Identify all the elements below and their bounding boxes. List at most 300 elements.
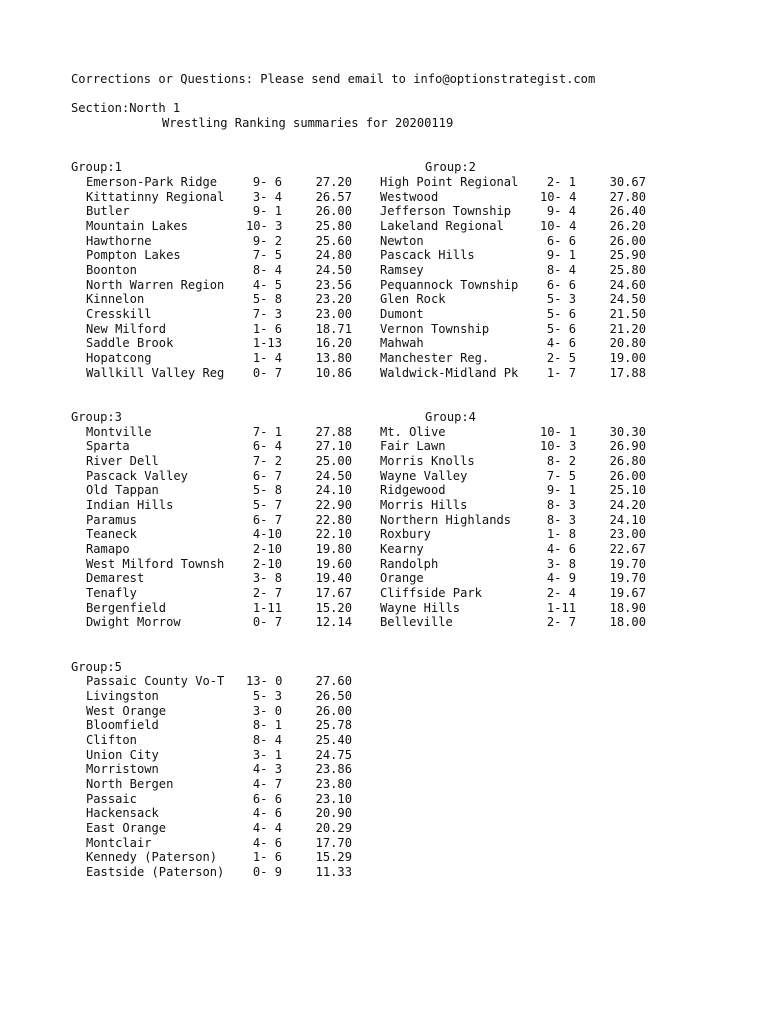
group-4 [380,410,689,630]
team-name: Kinnelon [86,292,145,307]
team-name: East Orange [86,821,167,836]
ranking-score: 19.80 [315,542,352,557]
team-name: River Dell [86,453,159,468]
team-name: Teaneck [86,527,137,542]
win-loss-record: 1- 7 [546,365,576,380]
win-loss-record: 1- 4 [252,351,282,366]
win-loss-record: 1-11 [546,600,576,615]
win-loss-record: 4- 7 [252,777,282,792]
win-loss-record: 4- 6 [546,542,576,557]
ranking-row [71,836,380,851]
team-name: Jefferson Township [380,204,512,219]
ranking-score: 19.67 [609,586,646,601]
ranking-row [71,307,380,322]
win-loss-record: 13- 0 [246,674,283,689]
win-loss-record: 9- 1 [546,248,576,263]
ranking-row [380,292,689,307]
ranking-row [380,469,689,484]
team-name: Indian Hills [86,497,174,512]
team-name: Pascack Valley [86,468,188,483]
ranking-score: 20.29 [315,821,352,836]
ranking-row [71,292,380,307]
ranking-score: 16.20 [315,336,352,351]
ranking-score: 30.67 [609,174,646,189]
ranking-row [380,542,689,557]
win-loss-record: 4-10 [252,527,282,542]
ranking-row [71,483,380,498]
team-name: Old Tappan [86,483,159,498]
win-loss-record: 6- 7 [252,468,282,483]
ranking-score: 27.20 [315,174,352,189]
win-loss-record: 4- 6 [252,835,282,850]
ranking-score: 24.50 [315,468,352,483]
ranking-row [380,498,689,513]
ranking-score: 20.80 [609,336,646,351]
group-label: Group:2 [425,160,476,175]
group-pair-1-2 [71,160,689,380]
team-name: Demarest [86,571,145,586]
ranking-score: 23.10 [315,791,352,806]
ranking-row [71,601,380,616]
team-name: Cresskill [86,307,152,322]
ranking-row [71,586,380,601]
spacer [71,131,689,160]
ranking-score: 24.10 [609,512,646,527]
ranking-score: 19.60 [315,556,352,571]
ranking-score: 25.80 [315,218,352,233]
ranking-row [380,615,689,630]
team-name: Mt. Olive [380,424,446,439]
ranking-score: 25.78 [315,718,352,733]
team-name: North Bergen [86,777,174,792]
win-loss-record: 8- 2 [546,453,576,468]
ranking-score: 17.88 [609,365,646,380]
ranking-row [380,278,689,293]
ranking-score: 24.50 [609,292,646,307]
team-name: Wallkill Valley Reg [86,365,225,380]
ranking-score: 15.20 [315,600,352,615]
ranking-score: 24.60 [609,277,646,292]
ranking-score: 27.80 [609,189,646,204]
win-loss-record: 2- 7 [252,586,282,601]
team-name: Livingston [86,688,159,703]
group-label: Group:1 [71,160,122,175]
team-name: North Warren Region [86,277,225,292]
ranking-score: 23.56 [315,277,352,292]
ranking-row [380,454,689,469]
win-loss-record: 6- 4 [252,439,282,454]
ranking-row [71,439,380,454]
ranking-row [71,219,380,234]
ranking-score: 24.75 [315,747,352,762]
ranking-score: 27.10 [315,439,352,454]
ranking-row [71,322,380,337]
win-loss-record: 3- 4 [252,189,282,204]
team-name: Mountain Lakes [86,218,188,233]
team-name: Montville [86,424,152,439]
ranking-score: 25.60 [315,233,352,248]
ranking-row [71,469,380,484]
ranking-score: 26.00 [315,703,352,718]
win-loss-record: 10- 1 [540,424,577,439]
ranking-score: 10.86 [315,365,352,380]
ranking-row [71,263,380,278]
win-loss-record: 0- 9 [252,865,282,880]
win-loss-record: 6- 6 [546,277,576,292]
team-name: Butler [86,204,130,219]
ranking-score: 25.00 [315,453,352,468]
ranking-score: 24.10 [315,483,352,498]
ranking-row [380,263,689,278]
ranking-row [71,806,380,821]
ranking-score: 18.00 [609,615,646,630]
report-title: Wrestling Ranking summaries for 20200119 [162,116,454,131]
group-5 [71,660,380,880]
win-loss-record: 10- 3 [540,439,577,454]
ranking-score: 22.90 [315,497,352,512]
group-label: Group:5 [71,659,122,674]
team-name: Montclair [86,835,152,850]
ranking-row [71,762,380,777]
ranking-row [71,175,380,190]
team-name: Pascack Hills [380,248,475,263]
win-loss-record: 5- 3 [252,688,282,703]
win-loss-record: 5- 6 [546,321,576,336]
win-loss-record: 1- 6 [252,850,282,865]
win-loss-record: 2- 5 [546,351,576,366]
win-loss-record: 7- 1 [252,424,282,439]
team-name: Sparta [86,439,130,454]
team-name: Ridgewood [380,483,446,498]
team-name: Ramapo [86,542,130,557]
team-name: Dumont [380,307,424,322]
win-loss-record: 3- 8 [252,571,282,586]
ranking-score: 26.90 [609,439,646,454]
contact-line: Corrections or Questions: Please send email to info@optionstrategist.com [71,72,596,86]
ranking-score: 26.00 [609,468,646,483]
win-loss-record: 5- 7 [252,497,282,512]
win-loss-record: 6- 6 [546,233,576,248]
ranking-score: 25.40 [315,732,352,747]
team-name: Pequannock Township [380,277,519,292]
ranking-row [71,557,380,572]
team-name: Bloomfield [86,718,159,733]
win-loss-record: 5- 6 [546,307,576,322]
ranking-row [71,689,380,704]
ranking-score: 15.29 [315,850,352,865]
ranking-score: 12.14 [315,615,352,630]
report [71,72,689,880]
team-name: Newton [380,233,424,248]
ranking-row [71,865,380,880]
group-2 [380,160,689,380]
win-loss-record: 9- 4 [546,204,576,219]
win-loss-record: 3- 0 [252,703,282,718]
ranking-row [380,351,689,366]
ranking-row [71,850,380,865]
group-1 [71,160,380,380]
win-loss-record: 4- 9 [546,571,576,586]
ranking-row [380,190,689,205]
team-name: Hawthorne [86,233,152,248]
group-label: Group:3 [71,409,122,424]
ranking-row [380,307,689,322]
ranking-row [380,366,689,381]
group-pair-3-4 [71,410,689,630]
win-loss-record: 8- 4 [252,732,282,747]
ranking-score: 25.90 [609,248,646,263]
ranking-row [71,425,380,440]
team-name: Manchester Reg. [380,351,490,366]
win-loss-record: 4- 4 [252,821,282,836]
win-loss-record: 9- 6 [252,174,282,189]
team-name: West Milford Townsh [86,556,225,571]
ranking-row [380,527,689,542]
team-name: Waldwick-Midland Pk [380,365,519,380]
ranking-row [71,351,380,366]
ranking-score: 17.70 [315,835,352,850]
ranking-row [380,513,689,528]
ranking-score: 26.00 [315,204,352,219]
ranking-row [71,821,380,836]
win-loss-record: 10- 3 [246,218,283,233]
win-loss-record: 1-13 [252,336,282,351]
team-name: Belleville [380,615,453,630]
win-loss-record: 7- 5 [546,468,576,483]
ranking-score: 26.20 [609,218,646,233]
ranking-row [71,204,380,219]
ranking-row [380,439,689,454]
team-name: Eastside (Paterson) [86,865,225,880]
ranking-row [71,336,380,351]
ranking-score: 19.70 [609,571,646,586]
ranking-row [71,190,380,205]
ranking-row [380,219,689,234]
team-name: Union City [86,747,159,762]
group-single-5 [71,660,689,880]
win-loss-record: 4- 5 [252,277,282,292]
win-loss-record: 6- 6 [252,791,282,806]
team-name: Hopatcong [86,351,152,366]
ranking-score: 24.80 [315,248,352,263]
ranking-row [71,527,380,542]
ranking-score: 25.10 [609,483,646,498]
team-name: Morris Hills [380,497,468,512]
win-loss-record: 5- 8 [252,483,282,498]
ranking-row [71,278,380,293]
team-name: High Point Regional [380,174,519,189]
ranking-score: 22.67 [609,542,646,557]
ranking-row [71,542,380,557]
ranking-score: 23.80 [315,777,352,792]
ranking-score: 21.20 [609,321,646,336]
ranking-row [71,454,380,469]
team-name: Mahwah [380,336,424,351]
ranking-score: 24.20 [609,497,646,512]
ranking-score: 25.80 [609,262,646,277]
group-3 [71,410,380,630]
ranking-score: 23.86 [315,762,352,777]
team-name: Clifton [86,732,137,747]
ranking-score: 18.90 [609,600,646,615]
team-name: Passaic [86,791,137,806]
ranking-score: 24.50 [315,262,352,277]
team-name: Boonton [86,262,137,277]
ranking-score: 27.60 [315,674,352,689]
ranking-score: 26.57 [315,189,352,204]
ranking-row [71,792,380,807]
team-name: Morris Knolls [380,453,475,468]
team-name: Morristown [86,762,159,777]
win-loss-record: 8- 3 [546,512,576,527]
ranking-row [71,733,380,748]
ranking-score: 30.30 [609,424,646,439]
win-loss-record: 4- 6 [252,806,282,821]
ranking-row [71,366,380,381]
ranking-row [71,248,380,263]
ranking-row [71,748,380,763]
ranking-row [71,718,380,733]
team-name: Fair Lawn [380,439,446,454]
ranking-row [71,615,380,630]
team-name: Glen Rock [380,292,446,307]
win-loss-record: 2-10 [252,542,282,557]
team-name: Kearny [380,542,424,557]
spacer [71,630,689,659]
team-name: New Milford [86,321,167,336]
team-name: Paramus [86,512,137,527]
ranking-row [380,175,689,190]
win-loss-record: 10- 4 [540,218,577,233]
ranking-score: 26.80 [609,453,646,468]
team-name: Pompton Lakes [86,248,181,263]
win-loss-record: 8- 4 [546,262,576,277]
ranking-score: 23.00 [315,307,352,322]
ranking-score: 18.71 [315,321,352,336]
team-name: West Orange [86,703,167,718]
win-loss-record: 10- 4 [540,189,577,204]
ranking-row [380,557,689,572]
win-loss-record: 1- 6 [252,321,282,336]
team-name: Saddle Brook [86,336,174,351]
ranking-row [380,571,689,586]
team-name: Northern Highlands [380,512,512,527]
ranking-row [380,336,689,351]
team-name: Kennedy (Paterson) [86,850,218,865]
win-loss-record: 5- 8 [252,292,282,307]
win-loss-record: 2- 1 [546,174,576,189]
ranking-score: 11.33 [315,865,352,880]
section-line: Section:North 1 [71,101,181,116]
win-loss-record: 0- 7 [252,615,282,630]
win-loss-record: 1- 8 [546,527,576,542]
win-loss-record: 4- 3 [252,762,282,777]
ranking-row [380,234,689,249]
win-loss-record: 8- 3 [546,497,576,512]
ranking-score: 22.80 [315,512,352,527]
team-name: Emerson-Park Ridge [86,174,218,189]
ranking-score: 20.90 [315,806,352,821]
ranking-row [71,513,380,528]
team-name: Ramsey [380,262,424,277]
group-label: Group:4 [425,409,476,424]
team-name: Westwood [380,189,439,204]
win-loss-record: 3- 1 [252,747,282,762]
team-name: Tenafly [86,586,137,601]
spacer [71,380,689,409]
team-name: Vernon Township [380,321,490,336]
ranking-score: 22.10 [315,527,352,542]
ranking-score: 13.80 [315,351,352,366]
ranking-row [380,204,689,219]
ranking-row [71,777,380,792]
ranking-row [380,586,689,601]
win-loss-record: 7- 3 [252,307,282,322]
team-name: Wayne Valley [380,468,468,483]
ranking-row [71,498,380,513]
team-name: Orange [380,571,424,586]
win-loss-record: 2- 4 [546,586,576,601]
ranking-score: 17.67 [315,586,352,601]
ranking-row [71,571,380,586]
ranking-score: 21.50 [609,307,646,322]
ranking-score: 26.40 [609,204,646,219]
win-loss-record: 2- 7 [546,615,576,630]
team-name: Randolph [380,556,439,571]
ranking-score: 26.50 [315,688,352,703]
ranking-score: 27.88 [315,424,352,439]
ranking-row [380,601,689,616]
win-loss-record: 0- 7 [252,365,282,380]
win-loss-record: 4- 6 [546,336,576,351]
ranking-score: 23.20 [315,292,352,307]
win-loss-record: 7- 5 [252,248,282,263]
team-name: Hackensack [86,806,159,821]
team-name: Passaic County Vo-T [86,674,225,689]
win-loss-record: 6- 7 [252,512,282,527]
ranking-row [380,425,689,440]
win-loss-record: 9- 1 [546,483,576,498]
win-loss-record: 8- 4 [252,262,282,277]
win-loss-record: 1-11 [252,600,282,615]
ranking-row [71,674,380,689]
win-loss-record: 8- 1 [252,718,282,733]
team-name: Roxbury [380,527,431,542]
ranking-row [71,704,380,719]
win-loss-record: 5- 3 [546,292,576,307]
win-loss-record: 2-10 [252,556,282,571]
team-name: Dwight Morrow [86,615,181,630]
ranking-score: 19.70 [609,556,646,571]
spacer [71,87,689,102]
ranking-score: 26.00 [609,233,646,248]
win-loss-record: 7- 2 [252,453,282,468]
win-loss-record: 3- 8 [546,556,576,571]
team-name: Kittatinny Regional [86,189,225,204]
team-name: Wayne Hills [380,600,461,615]
win-loss-record: 9- 1 [252,204,282,219]
ranking-score: 19.00 [609,351,646,366]
ranking-score: 19.40 [315,571,352,586]
team-name: Lakeland Regional [380,218,504,233]
ranking-row [380,248,689,263]
ranking-score: 23.00 [609,527,646,542]
team-name: Bergenfield [86,600,167,615]
ranking-row [380,322,689,337]
win-loss-record: 9- 2 [252,233,282,248]
ranking-row [71,234,380,249]
team-name: Cliffside Park [380,586,482,601]
